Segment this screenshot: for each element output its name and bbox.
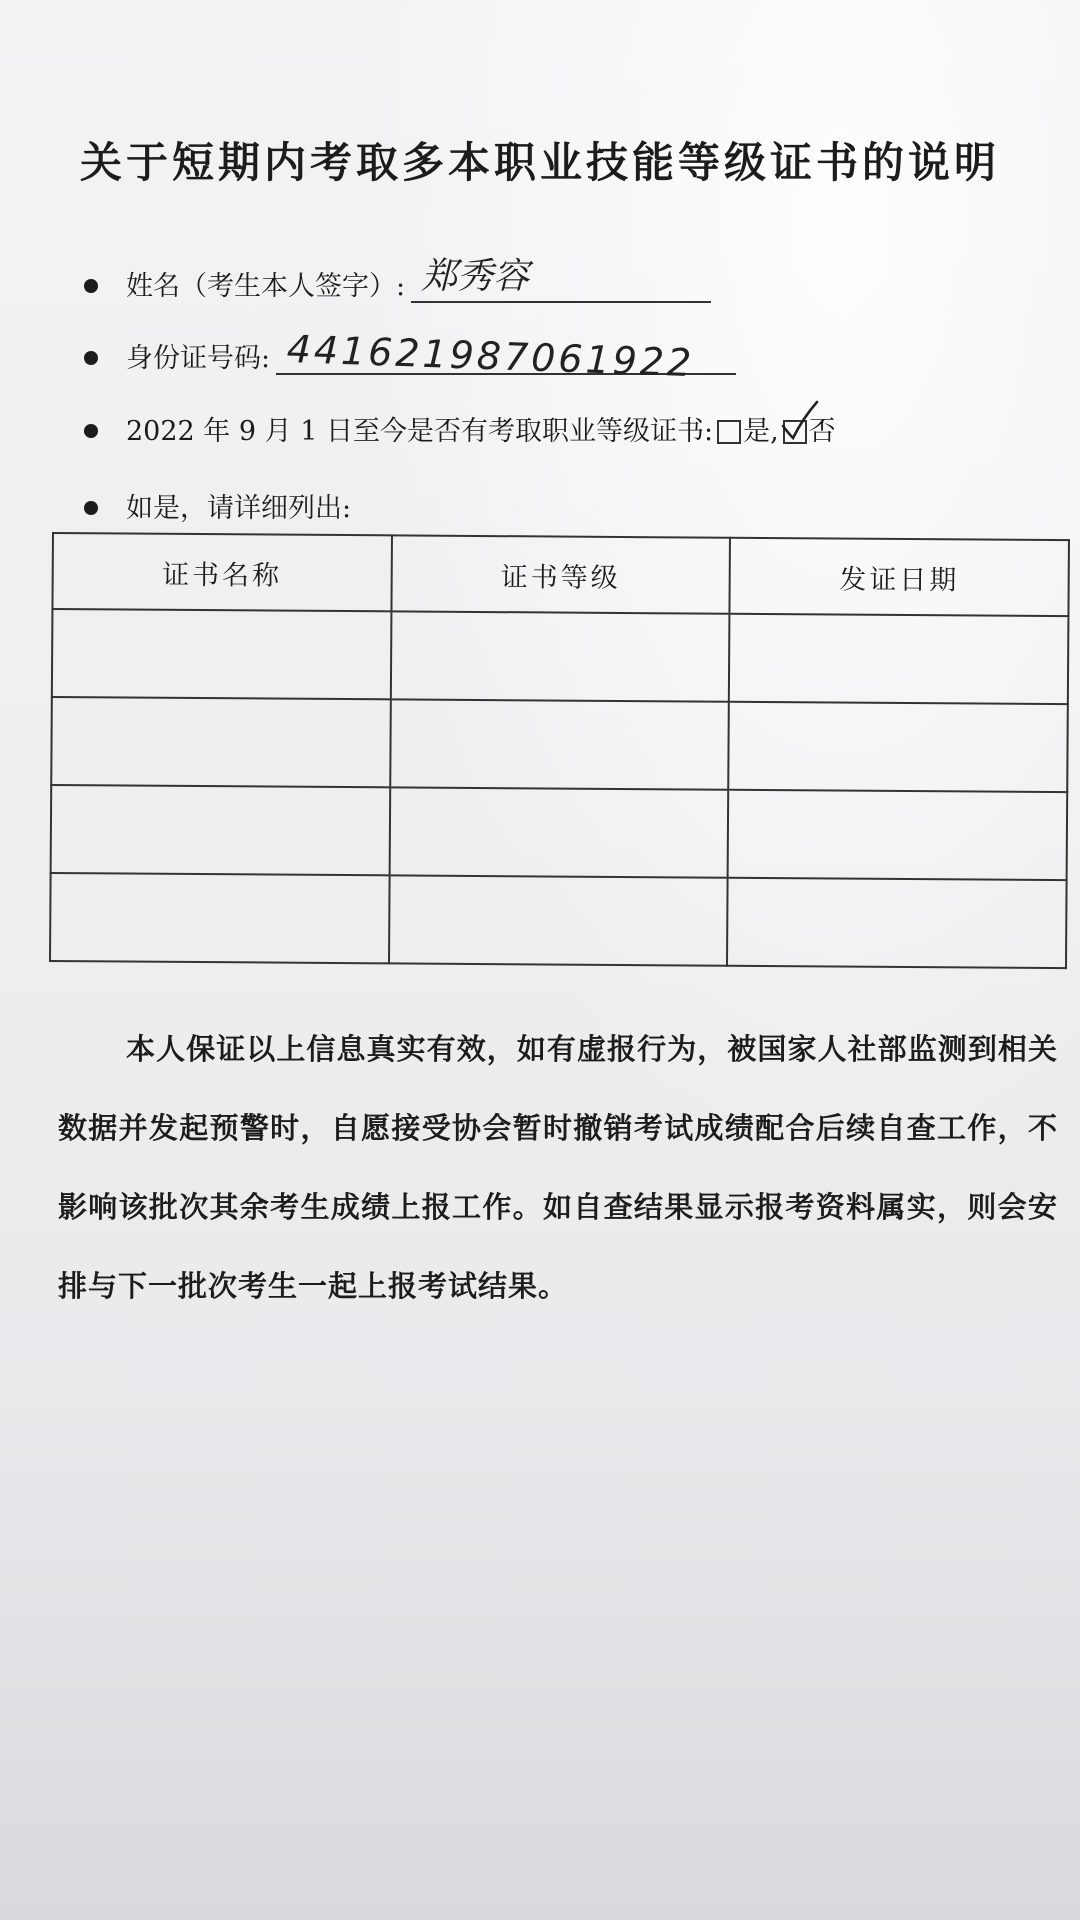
table-cell[interactable]	[52, 609, 391, 699]
table-cell[interactable]	[728, 790, 1067, 880]
no-checkbox[interactable]	[783, 420, 807, 444]
bullet-icon	[84, 351, 98, 365]
table-row	[52, 609, 1069, 704]
table-row	[51, 697, 1068, 792]
header-certificate-level: 证书等级	[391, 535, 730, 613]
table-cell[interactable]	[389, 787, 728, 877]
name-signature-line[interactable]	[411, 257, 711, 303]
header-certificate-name: 证书名称	[52, 533, 391, 611]
table-cell[interactable]	[390, 699, 729, 789]
name-label: 姓名（考生本人签字）:	[126, 271, 406, 302]
paper-shadow	[0, 1380, 1080, 1920]
table-cell[interactable]	[50, 873, 389, 963]
id-number-line[interactable]	[276, 327, 736, 386]
id-number-handwritten: 441621987061922	[286, 327, 696, 386]
document-title: 关于短期内考取多本职业技能等级证书的说明	[79, 138, 1000, 187]
table-cell[interactable]	[390, 611, 729, 701]
bullet-icon	[84, 279, 98, 293]
declaration-statement: 本人保证以上信息真实有效，如有虚报行为，被国家人社部监测到相关数据并发起预警时，自愿接受协会暂时撤销考试成绩配合后续自查工作，不影响该批次其余考生成绩上报工作。如自查结果显示报考资料属实，则会安排与下一批次考生一起上报考试结果。	[58, 1032, 1058, 1303]
header-issue-date: 发证日期	[730, 538, 1069, 616]
table-cell[interactable]	[51, 697, 390, 787]
bullet-icon	[84, 424, 98, 438]
yes-label: 是,	[743, 416, 779, 447]
bullet-icon	[84, 501, 98, 515]
question-label: 2022 年 9 月 1 日至今是否有考取职业等级证书:	[126, 416, 714, 447]
no-label: 否	[808, 416, 836, 447]
table-cell[interactable]	[729, 614, 1068, 704]
table-cell[interactable]	[727, 878, 1066, 968]
table-cell[interactable]	[389, 875, 728, 965]
table-row	[50, 873, 1067, 968]
list-prompt	[84, 475, 351, 525]
id-label: 身份证号码:	[126, 343, 271, 374]
list-prompt-label: 如是，请详细列出:	[126, 493, 352, 524]
table-cell[interactable]	[729, 702, 1068, 792]
table-cell[interactable]	[51, 785, 390, 875]
yes-checkbox[interactable]	[717, 420, 741, 444]
name-field	[84, 253, 711, 303]
checkmark-icon	[779, 400, 819, 440]
certificate-question	[84, 398, 836, 448]
certificate-table	[49, 532, 1070, 969]
table-row	[51, 785, 1068, 880]
id-field	[84, 325, 736, 386]
name-signature: 郑秀容	[421, 256, 530, 297]
table-header-row	[52, 533, 1069, 616]
